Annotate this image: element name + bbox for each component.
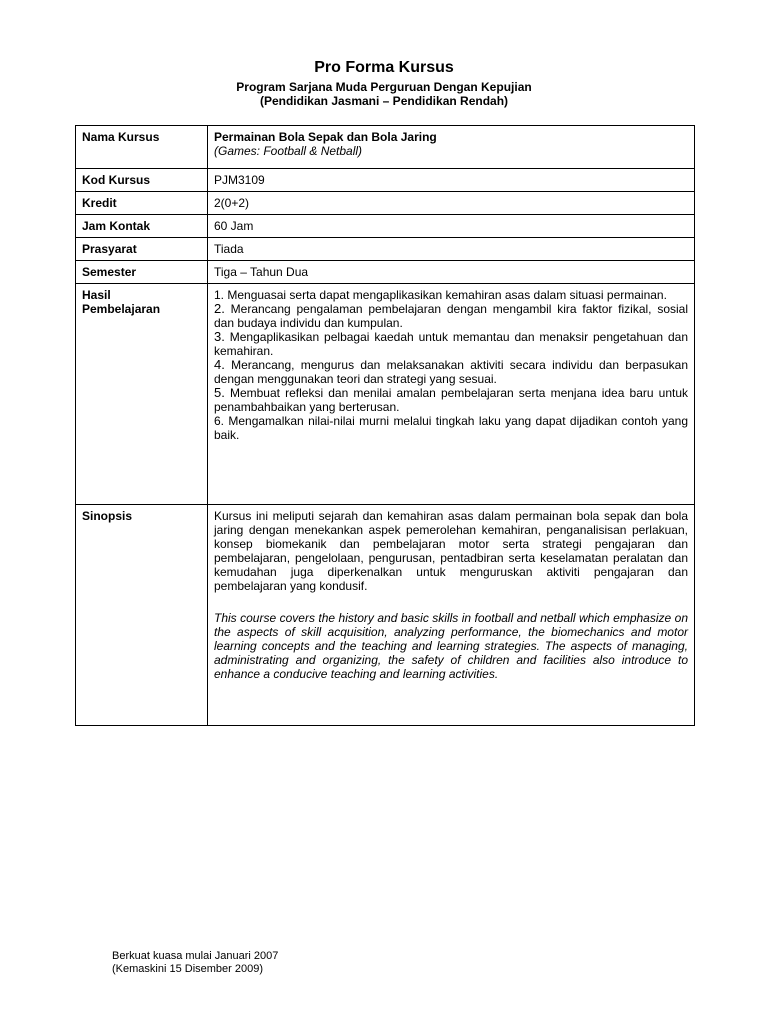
outcome-item: [214, 302, 688, 330]
outcome-number: 2.: [214, 301, 225, 316]
row-semester: [76, 261, 695, 284]
outcome-number: 1.: [214, 288, 225, 302]
outcome-number: 4.: [214, 357, 225, 372]
paragraph-spacer: [214, 593, 688, 611]
outcome-text: Menguasai serta dapat mengaplikasikan kemahiran asas dalam situasi permainan.: [227, 288, 667, 302]
outcome-item: [214, 330, 688, 358]
outcome-number: 6.: [214, 414, 225, 428]
value-nama-kursus: [208, 126, 695, 169]
program-specialization: (Pendidikan Jasmani – Pendidikan Rendah): [259, 94, 509, 108]
outcome-item: [214, 288, 688, 302]
outcome-item: [214, 358, 688, 386]
effective-date: Berkuat kuasa mulai Januari 2007: [112, 950, 279, 962]
label-hasil-pembelajaran: [76, 284, 208, 505]
value-kredit: 2(0+2): [208, 192, 695, 215]
row-nama-kursus: [76, 126, 695, 169]
outcome-item: [214, 386, 688, 414]
outcome-text: Mengamalkan nilai-nilai murni melalui tingkah laku yang dapat dijadikan contoh yang baik.: [214, 414, 688, 442]
row-kredit: [76, 192, 695, 215]
row-jam-kontak: [76, 215, 695, 238]
value-semester: Tiga – Tahun Dua: [208, 261, 695, 284]
label-semester: Semester: [76, 261, 208, 284]
revision-date: (Kemaskini 15 Disember 2009): [112, 963, 264, 975]
outcome-text: Membuat refleksi dan menilai amalan pembelajaran serta menjana idea baru untuk penambahbaikan yang berterusan.: [214, 386, 689, 414]
label-kredit: Kredit: [76, 192, 208, 215]
course-name-en: (Games: Football & Netball): [214, 144, 363, 158]
row-kod-kursus: [76, 169, 695, 192]
outcome-number: 3.: [214, 329, 225, 344]
value-jam-kontak: 60 Jam: [208, 215, 695, 238]
document-header: [0, 58, 768, 108]
document-title: Pro Forma Kursus: [314, 59, 454, 76]
label-jam-kontak: Jam Kontak: [76, 215, 208, 238]
outcome-text: Merancang pengalaman pembelajaran dengan mengambil kira faktor fizikal, sosial dan budaya individu dan kumpulan.: [214, 302, 688, 330]
label-nama-kursus: Nama Kursus: [76, 126, 208, 169]
learning-outcomes-list: [208, 284, 695, 505]
label-sinopsis: Sinopsis: [76, 505, 208, 726]
value-prasyarat: Tiada: [208, 238, 695, 261]
row-hasil-pembelajaran: [76, 284, 695, 505]
label-hasil-line1: Hasil: [82, 288, 111, 302]
outcome-text: Mengaplikasikan pelbagai kaedah untuk memantau dan menaksir pengetahuan dan kemahiran.: [214, 330, 688, 358]
synopsis-bm: Kursus ini meliputi sejarah dan kemahiran asas dalam permainan bola sepak dan bola jaring dengan menekankan aspek pemerolehan kemahiran, penganalisisan perlakuan, konsep biomekanik dan pembelajaran motor serta strategi pengajaran dan pembelajaran, pengelolaan, pengurusan, pentadbiran serta keselamatan peralatan dan kemudahan juga diperkenalkan untuk menguruskan aktiviti pengajaran dan pembelajaran yang kondusif.: [214, 509, 688, 593]
label-prasyarat: Prasyarat: [76, 238, 208, 261]
label-kod-kursus: Kod Kursus: [76, 169, 208, 192]
course-name-bm: Permainan Bola Sepak dan Bola Jaring: [214, 130, 437, 144]
synopsis-en: This course covers the history and basic skills in football and netball which emphasize on the aspects of skill acquisition, analyzing performance, the biomechanics and motor learning concepts and the teaching and learning strategies. The aspects of managing, administrating and organizing, the safety of children and facilities also introduce to enhance a conducive teaching and learning activities.: [214, 611, 688, 681]
row-sinopsis: [76, 505, 695, 726]
value-sinopsis: [208, 505, 695, 726]
document-footer: [112, 950, 278, 976]
course-proforma-table: [75, 125, 695, 726]
label-hasil-line2: Pembelajaran: [82, 302, 161, 316]
outcome-item: [214, 414, 688, 442]
outcome-number: 5.: [214, 385, 225, 400]
value-kod-kursus: PJM3109: [208, 169, 695, 192]
program-name: Program Sarjana Muda Perguruan Dengan Kepujian: [236, 80, 532, 94]
outcome-text: Merancang, mengurus dan melaksanakan aktiviti secara individu dan berpasukan dengan menggunakan teori dan strategi yang sesuai.: [214, 358, 688, 386]
row-prasyarat: [76, 238, 695, 261]
